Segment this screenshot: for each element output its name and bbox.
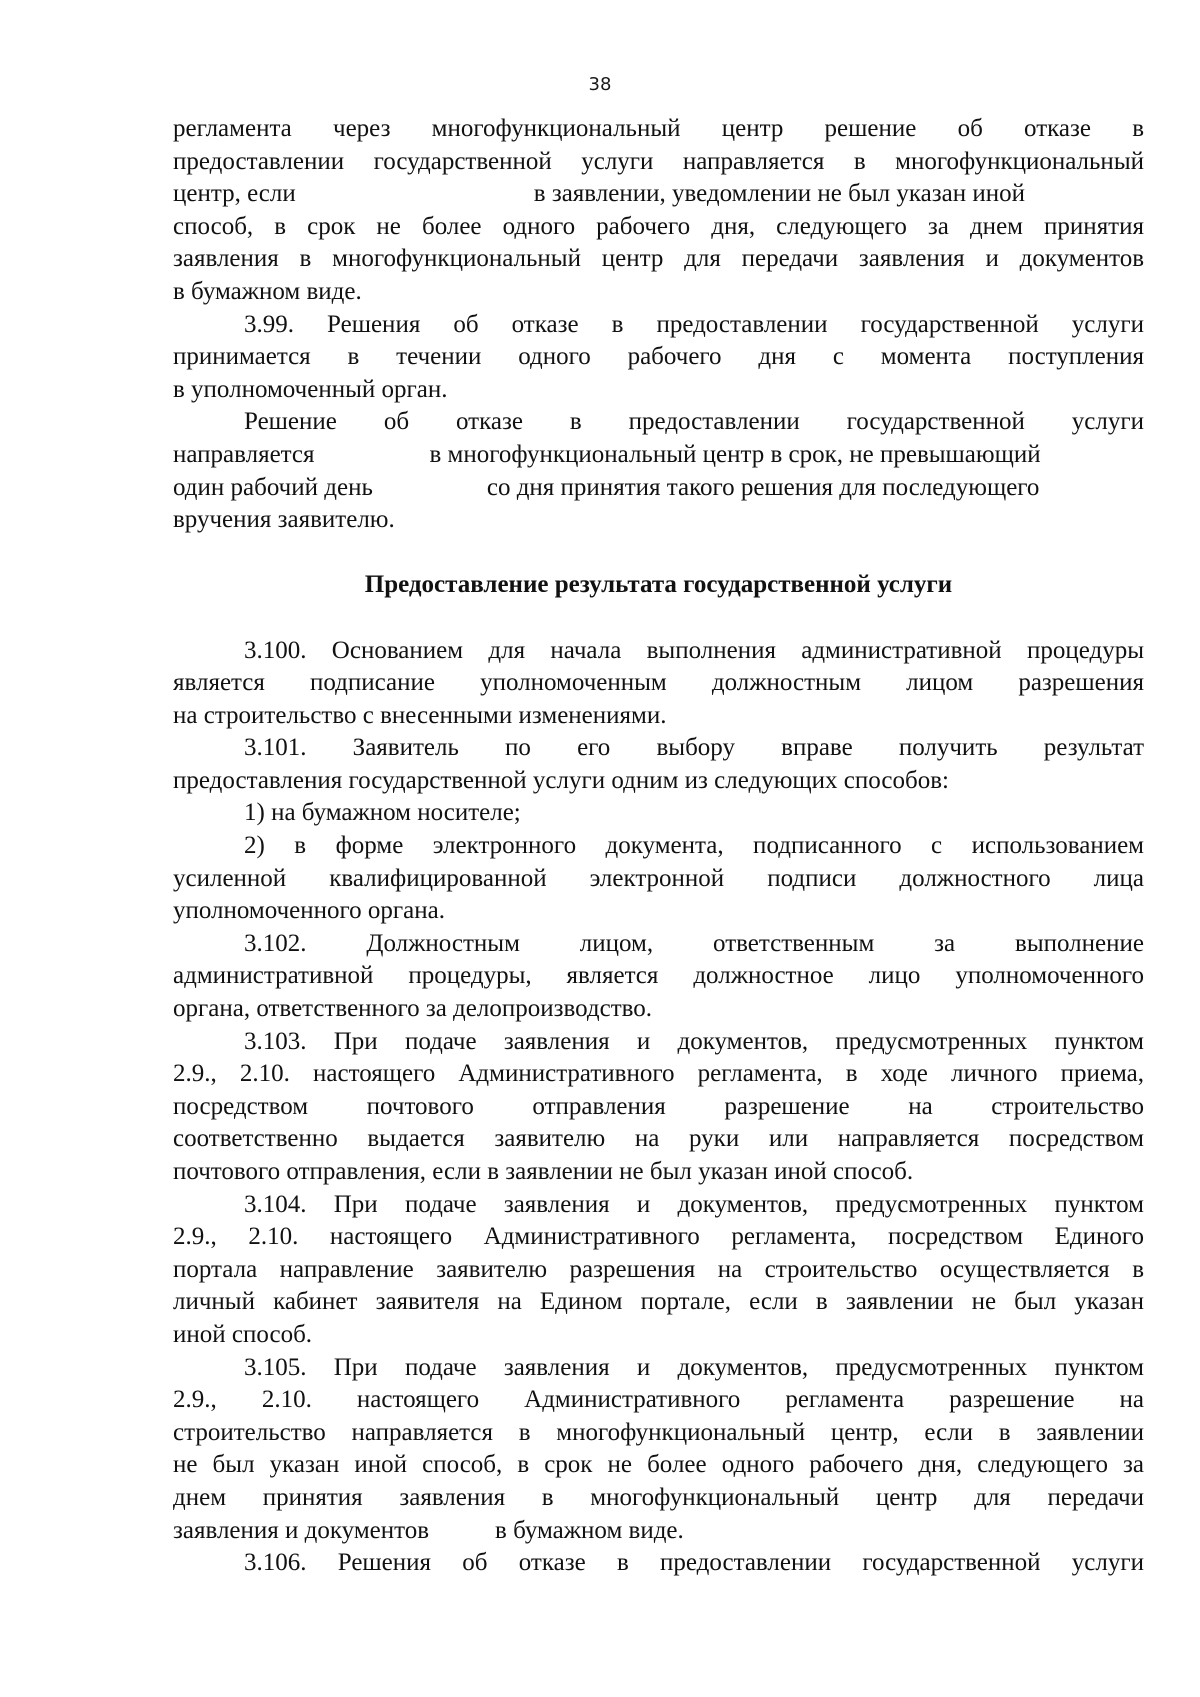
text-line: на строительство с внесенными изменениями.: [173, 701, 667, 729]
text-line: 3.100. Основанием для начала выполнения административной процедуры: [244, 636, 1144, 664]
text-fragment: центр, если: [173, 180, 296, 208]
page-number: 38: [588, 74, 612, 95]
text-line: строительство направляется в многофункциональный центр, если в заявлении: [173, 1418, 1144, 1446]
text-line: усиленной квалифицированной электронной подписи должностного лица: [173, 864, 1144, 892]
text-fragment: один рабочий день: [173, 473, 373, 501]
text-line: портала направление заявителю разрешения на строительство осуществляется в: [173, 1255, 1144, 1283]
text-line: посредством почтового отправления разрешение на строительство: [173, 1092, 1144, 1120]
list-item: 1) на бумажном носителе;: [244, 799, 521, 827]
text-fragment: в бумажном виде.: [495, 1516, 684, 1544]
text-fragment: в заявлении, уведомлении не был указан иной: [533, 180, 1025, 208]
text-line: заявления в многофункциональный центр для передачи заявления и документов: [173, 245, 1144, 273]
text-line: 3.105. При подаче заявления и документов, предусмотренных пунктом: [244, 1353, 1144, 1381]
text-line: регламента через многофункциональный центр решение об отказе в: [173, 115, 1144, 142]
blank-line: [173, 537, 1144, 570]
text-line: органа, ответственного за делопроизводство.: [173, 995, 653, 1023]
text-line: 3.104. При подаче заявления и документов, предусмотренных пунктом: [244, 1190, 1144, 1218]
text-line: [173, 439, 1144, 472]
text-fragment: в многофункциональный центр в срок, не превышающий: [429, 440, 1041, 468]
text-line: [173, 178, 1144, 211]
text-fragment: направляется: [173, 440, 315, 468]
text-line: административной процедуры, является должностное лицо уполномоченного: [173, 962, 1144, 990]
text-line: 3.102. Должностным лицом, ответственным за выполнение: [244, 929, 1144, 957]
text-line: в уполномоченный орган.: [173, 375, 448, 403]
text-line: 3.101. Заявитель по его выбору вправе получить результат: [244, 734, 1144, 762]
text-line: 2.9., 2.10. настоящего Административного регламента, в ходе личного приема,: [173, 1060, 1144, 1088]
text-line: способ, в срок не более одного рабочего дня, следующего за днем принятия: [173, 212, 1144, 240]
text-line: не был указан иной способ, в срок не более одного рабочего дня, следующего за: [173, 1451, 1144, 1479]
text-line: в бумажном виде.: [173, 277, 362, 305]
text-line: 3.99. Решения об отказе в предоставлении государственной услуги: [244, 310, 1144, 338]
text-line: вручения заявителю.: [173, 506, 395, 534]
text-line: является подписание уполномоченным должностным лицом разрешения: [173, 669, 1144, 697]
document-body: [173, 113, 1144, 1580]
text-line: [173, 1515, 1144, 1548]
text-line: уполномоченного органа.: [173, 897, 445, 925]
text-line: 2.9., 2.10. настоящего Административного регламента разрешение на: [173, 1386, 1144, 1414]
text-line: 3.103. При подаче заявления и документов, предусмотренных пунктом: [244, 1027, 1144, 1055]
list-item: 2) в форме электронного документа, подписанного с использованием: [244, 832, 1144, 860]
text-line: 3.106. Решения об отказе в предоставлении государственной услуги: [244, 1549, 1144, 1577]
text-line: предоставления государственной услуги одним из следующих способов:: [173, 766, 949, 794]
text-line: 2.9., 2.10. настоящего Административного регламента, посредством Единого: [173, 1223, 1144, 1251]
text-line: днем принятия заявления в многофункциональный центр для передачи: [173, 1483, 1144, 1511]
section-heading: Предоставление результата государственной услуги: [364, 571, 953, 599]
blank-line: [173, 602, 1144, 635]
text-line: Решение об отказе в предоставлении государственной услуги: [244, 408, 1144, 436]
text-line: [173, 472, 1144, 505]
text-line: почтового отправления, если в заявлении не был указан иной способ.: [173, 1158, 914, 1185]
text-line: принимается в течении одного рабочего дня с момента поступления: [173, 343, 1144, 371]
text-fragment: заявления и документов: [173, 1516, 430, 1544]
text-line: личный кабинет заявителя на Едином портале, если в заявлении не был указан: [173, 1288, 1144, 1316]
text-fragment: со дня принятия такого решения для последующего: [486, 473, 1040, 501]
text-line: предоставлении государственной услуги направляется в многофункциональный: [173, 147, 1144, 175]
text-line: иной способ.: [173, 1320, 313, 1348]
text-line: соответственно выдается заявителю на руки или направляется посредством: [173, 1125, 1144, 1153]
